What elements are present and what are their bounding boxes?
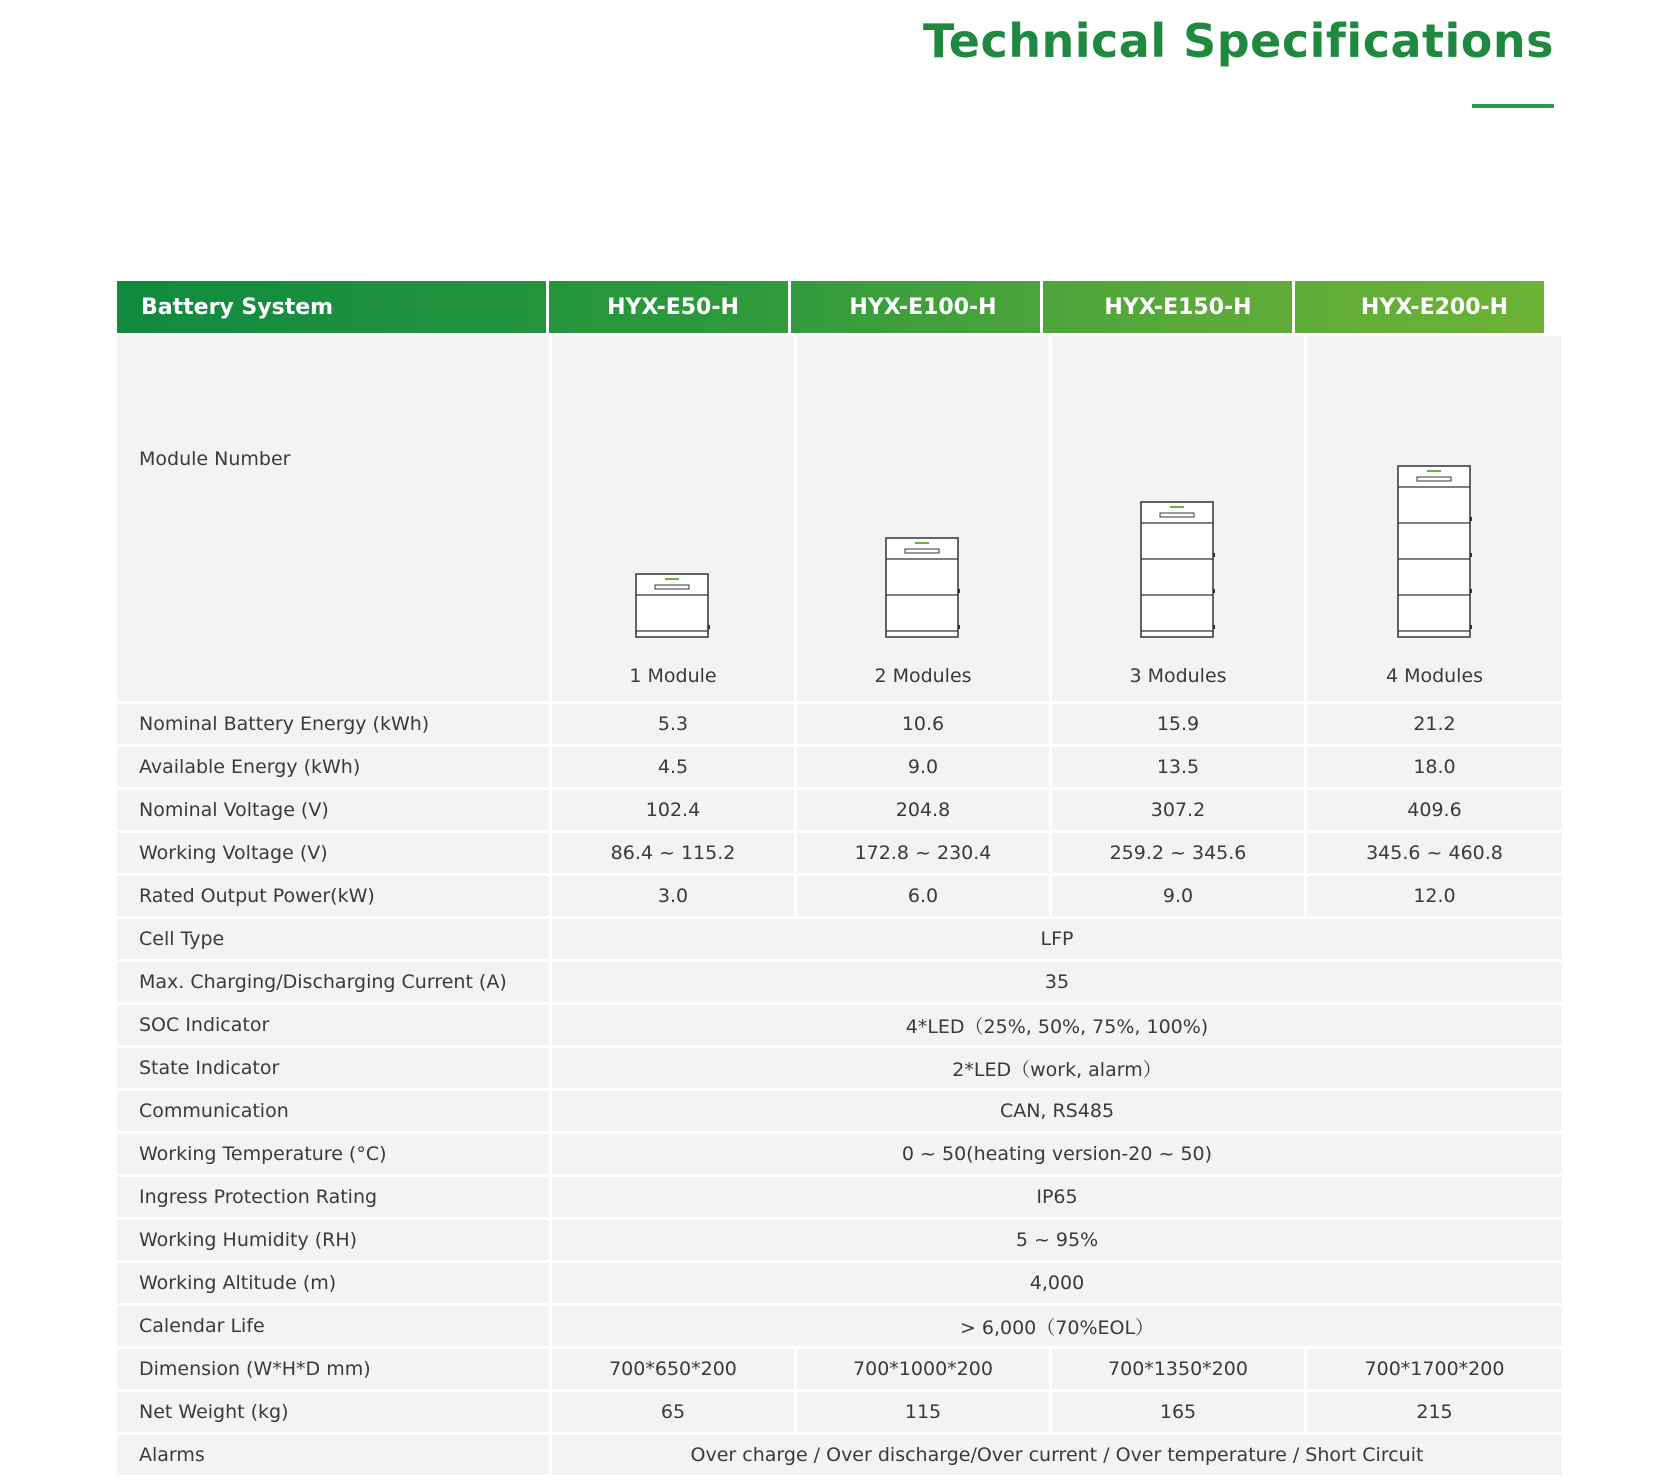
row-value-span: 0 ~ 50(heating version-20 ~ 50) — [552, 1134, 1562, 1174]
module-cell — [1052, 336, 1304, 701]
row-label: Net Weight (kg) — [117, 1392, 549, 1432]
table-row — [117, 1177, 1562, 1217]
table-row — [117, 1435, 1562, 1475]
row-label: Cell Type — [117, 919, 549, 959]
row-value: 9.0 — [797, 747, 1049, 787]
row-value-span: 4,000 — [552, 1263, 1562, 1303]
title-underline — [1472, 104, 1554, 108]
row-value: 700*1000*200 — [797, 1349, 1049, 1389]
row-label: Available Energy (kWh) — [117, 747, 549, 787]
module-caption: 1 Module — [629, 665, 717, 687]
row-value-span: Over charge / Over discharge/Over current / Over temperature / Short Circuit — [552, 1435, 1562, 1475]
table-row — [117, 833, 1562, 873]
table-row — [117, 747, 1562, 787]
module-cell — [552, 336, 794, 701]
row-value: 12.0 — [1307, 876, 1562, 916]
table-row — [117, 919, 1562, 959]
row-value: 86.4 ~ 115.2 — [552, 833, 794, 873]
row-value: 172.8 ~ 230.4 — [797, 833, 1049, 873]
table-row — [117, 962, 1562, 1002]
row-value-span: 4*LED（25%, 50%, 75%, 100%) — [552, 1005, 1562, 1045]
row-value: 215 — [1307, 1392, 1562, 1432]
module-cell — [797, 336, 1049, 701]
row-value: 115 — [797, 1392, 1049, 1432]
row-label: Rated Output Power(kW) — [117, 876, 549, 916]
row-label: Dimension (W*H*D mm) — [117, 1349, 549, 1389]
table-row — [117, 1349, 1562, 1389]
row-label: Calendar Life — [117, 1306, 549, 1346]
row-value: 5.3 — [552, 704, 794, 744]
row-label: Alarms — [117, 1435, 549, 1475]
row-value-span: 5 ~ 95% — [552, 1220, 1562, 1260]
table-row — [117, 704, 1562, 744]
row-value: 259.2 ~ 345.6 — [1052, 833, 1304, 873]
header-model-e150: HYX-E150-H — [1104, 294, 1252, 320]
row-value: 15.9 — [1052, 704, 1304, 744]
row-value: 700*650*200 — [552, 1349, 794, 1389]
table-row — [117, 1048, 1562, 1088]
row-value-span: LFP — [552, 919, 1562, 959]
row-label: SOC Indicator — [117, 1005, 549, 1045]
table-row — [117, 1263, 1562, 1303]
header-model-e100: HYX-E100-H — [849, 294, 997, 320]
row-value: 345.6 ~ 460.8 — [1307, 833, 1562, 873]
table-row — [117, 1134, 1562, 1174]
page-title: Technical Specifications — [923, 14, 1554, 68]
row-value-span: 2*LED（work, alarm） — [552, 1048, 1562, 1088]
header-model-e50: HYX-E50-H — [607, 294, 739, 320]
module-caption: 3 Modules — [1129, 665, 1227, 687]
row-label: Max. Charging/Discharging Current (A) — [117, 962, 549, 1002]
module-caption: 4 Modules — [1385, 665, 1484, 687]
row-value: 4.5 — [552, 747, 794, 787]
row-value-span: IP65 — [552, 1177, 1562, 1217]
row-label: Nominal Voltage (V) — [117, 790, 549, 830]
table-row — [117, 1091, 1562, 1131]
table-row — [117, 790, 1562, 830]
table-row — [117, 876, 1562, 916]
row-value: 307.2 — [1052, 790, 1304, 830]
battery-stack-icon — [1140, 501, 1216, 639]
row-value-span: > 6,000（70%EOL） — [552, 1306, 1562, 1346]
module-number-row — [117, 336, 1562, 701]
row-value: 102.4 — [552, 790, 794, 830]
row-value: 409.6 — [1307, 790, 1562, 830]
table-header-row — [117, 281, 1562, 333]
row-label: Module Number — [117, 336, 549, 701]
row-label: Ingress Protection Rating — [117, 1177, 549, 1217]
row-value: 700*1350*200 — [1052, 1349, 1304, 1389]
row-value-span: 35 — [552, 962, 1562, 1002]
table-row — [117, 1392, 1562, 1432]
row-value: 9.0 — [1052, 876, 1304, 916]
row-value: 3.0 — [552, 876, 794, 916]
table-row — [117, 1005, 1562, 1045]
row-label: Working Voltage (V) — [117, 833, 549, 873]
row-value: 18.0 — [1307, 747, 1562, 787]
module-caption: 2 Modules — [874, 665, 972, 687]
row-value: 165 — [1052, 1392, 1304, 1432]
row-label: Nominal Battery Energy (kWh) — [117, 704, 549, 744]
row-value: 204.8 — [797, 790, 1049, 830]
module-cell — [1307, 336, 1562, 701]
spec-table — [114, 278, 1565, 1478]
row-label: State Indicator — [117, 1048, 549, 1088]
row-value: 700*1700*200 — [1307, 1349, 1562, 1389]
row-value: 6.0 — [797, 876, 1049, 916]
header-battery-system: Battery System — [141, 294, 334, 320]
row-label: Working Temperature (°C) — [117, 1134, 549, 1174]
row-value: 65 — [552, 1392, 794, 1432]
battery-stack-icon — [635, 573, 711, 639]
row-label: Communication — [117, 1091, 549, 1131]
row-label: Working Altitude (m) — [117, 1263, 549, 1303]
header-model-e200: HYX-E200-H — [1360, 294, 1509, 320]
row-value: 13.5 — [1052, 747, 1304, 787]
table-row — [117, 1306, 1562, 1346]
battery-stack-icon — [885, 537, 961, 639]
row-value: 10.6 — [797, 704, 1049, 744]
row-value: 21.2 — [1307, 704, 1562, 744]
table-row — [117, 1220, 1562, 1260]
battery-stack-icon — [1397, 465, 1473, 639]
row-value-span: CAN, RS485 — [552, 1091, 1562, 1131]
row-label: Working Humidity (RH) — [117, 1220, 549, 1260]
